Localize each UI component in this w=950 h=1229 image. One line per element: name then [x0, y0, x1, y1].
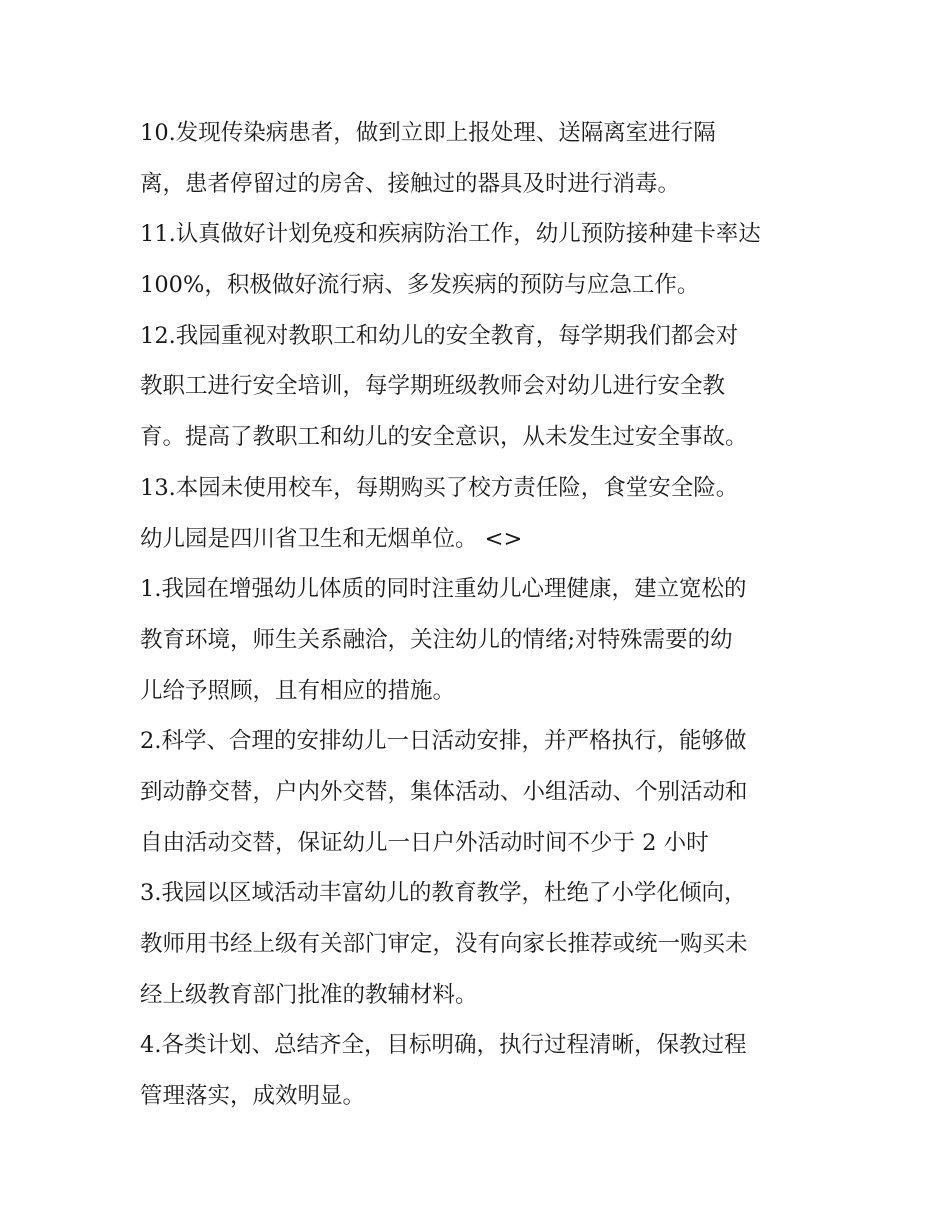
- text-line: 4.各类计划、总结齐全，目标明确，执行过程清晰，保教过程: [140, 1032, 747, 1059]
- text-line: 到动静交替，户内外交替，集体活动、小组活动、个别活动和: [140, 778, 748, 805]
- document-body: [140, 108, 830, 1122]
- text-line: 12.我园重视对教职工和幼儿的安全教育，每学期我们都会对: [140, 322, 739, 349]
- text-line: 教育环境，师生关系融洽，关注幼儿的情绪;对特殊需要的幼: [140, 626, 733, 653]
- text-line: 幼儿园是四川省卫生和无烟单位。 <>: [140, 525, 523, 552]
- text-line: 管理落实，成效明显。: [140, 1083, 366, 1110]
- text-line: 教职工进行安全培训，每学期班级教师会对幼儿进行安全教: [140, 373, 726, 400]
- text-line: 离，患者停留过的房舍、接触过的器具及时进行消毒。: [140, 170, 681, 197]
- text-line: 2.科学、合理的安排幼儿一日活动安排，并严格执行，能够做: [140, 728, 747, 755]
- text-line: 儿给予照顾，且有相应的措施。: [140, 677, 456, 704]
- text-line: 11.认真做好计划免疫和疾病防治工作，幼儿预防接种建卡率达: [140, 221, 761, 248]
- text-line: 1.我园在增强幼儿体质的同时注重幼儿心理健康，建立宽松的: [140, 576, 747, 603]
- text-line: 自由活动交替，保证幼儿一日户外活动时间不少于 2 小时: [140, 829, 709, 856]
- text-line: 13.本园未使用校车，每期购买了校方责任险，食堂安全险。: [140, 474, 739, 501]
- text-line: 10.发现传染病患者，做到立即上报处理、送隔离室进行隔: [140, 120, 716, 146]
- text-line: 教师用书经上级有关部门审定，没有向家长推荐或统一购买未: [140, 931, 748, 957]
- text-line: 育。提高了教职工和幼儿的安全意识，从未发生过安全事故。: [140, 424, 748, 451]
- text-line: 经上级教育部门批准的教辅材料。: [140, 981, 478, 1008]
- text-line: 3.我园以区域活动丰富幼儿的教育教学，杜绝了小学化倾向，: [140, 880, 747, 907]
- text-line: 100%，积极做好流行病、多发疾病的预防与应急工作。: [140, 272, 700, 299]
